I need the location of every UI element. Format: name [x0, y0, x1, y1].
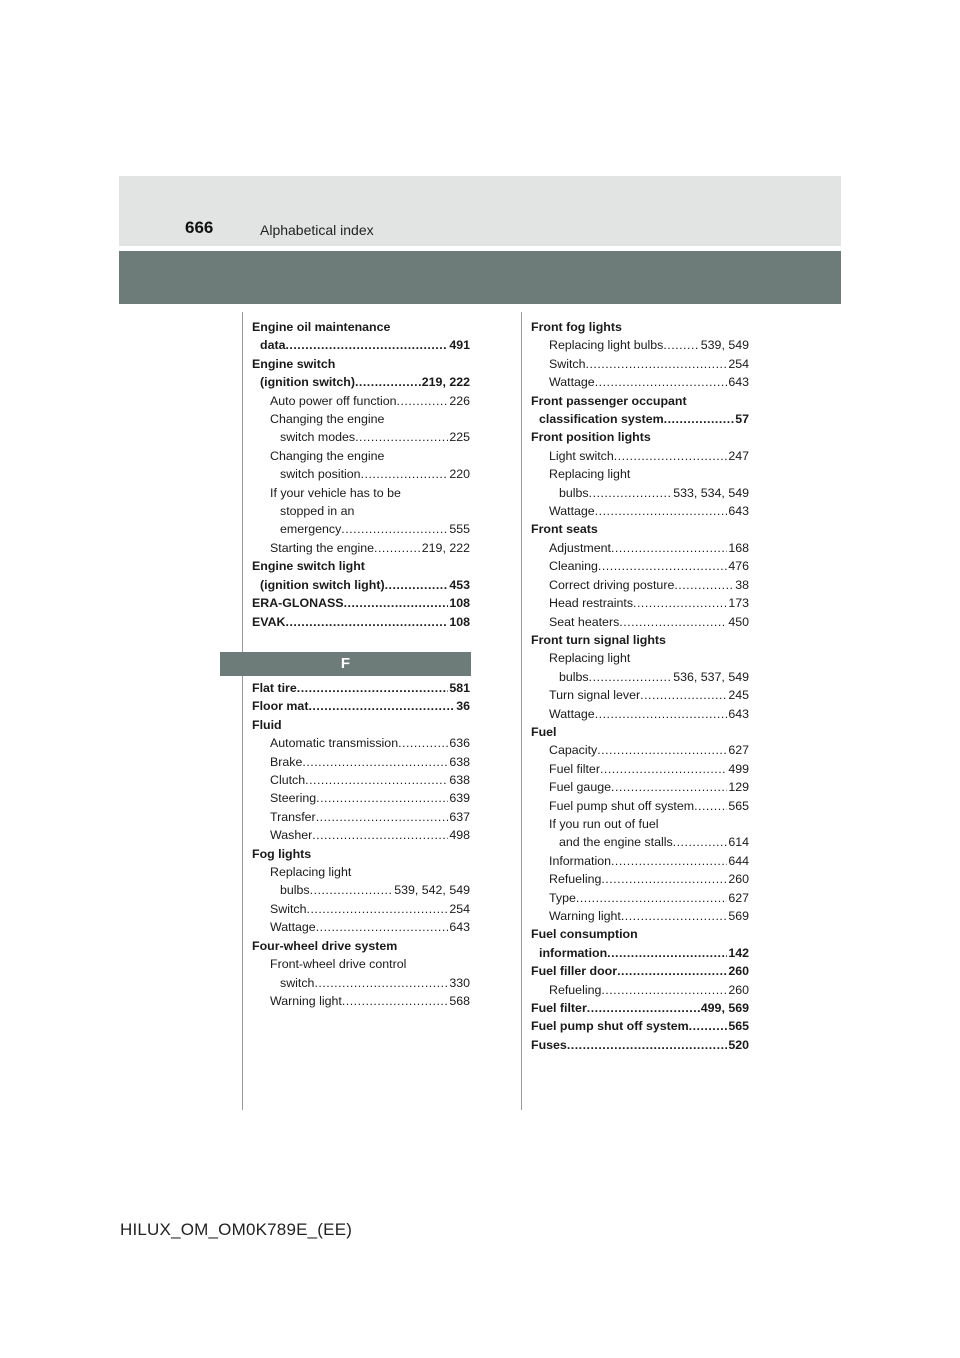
index-entry: [252, 428, 470, 446]
index-entry: [252, 557, 470, 575]
entry-page-ref: 644: [728, 853, 749, 868]
index-entry: [252, 318, 470, 336]
index-entry: [531, 318, 749, 336]
entry-page-ref: 453: [449, 577, 470, 592]
entry-text: Floor mat: [252, 699, 309, 714]
entry-text: Wattage: [270, 920, 316, 935]
dot-leader: [673, 833, 728, 851]
index-entry: [252, 484, 470, 502]
dot-leader: [600, 760, 727, 778]
dot-leader: [307, 900, 449, 918]
index-entry: [252, 992, 470, 1010]
entry-text: Automatic transmission: [270, 736, 399, 751]
dot-leader: [689, 1017, 728, 1035]
index-entry: [252, 679, 470, 697]
dot-leader: [597, 741, 727, 759]
index-entry: [252, 808, 470, 826]
entry-page-ref: 539, 549: [700, 338, 749, 353]
dot-leader: [595, 705, 728, 723]
dot-leader: [664, 410, 735, 428]
dot-leader: [587, 999, 700, 1017]
index-entry: [531, 999, 749, 1017]
index-entry: [252, 900, 470, 918]
index-entry: [531, 1017, 749, 1035]
index-entry: [531, 594, 749, 612]
index-entry: [252, 881, 470, 899]
entry-text: Engine oil maintenance: [252, 320, 391, 334]
entry-text: Head restraints: [549, 596, 634, 611]
entry-text: Fuel gauge: [549, 780, 612, 795]
entry-page-ref: 539, 542, 549: [394, 883, 470, 898]
dot-leader: [398, 734, 448, 752]
index-entry: [531, 889, 749, 907]
index-entry: [531, 631, 749, 649]
entry-text: Four-wheel drive system: [252, 938, 398, 953]
dot-leader: [342, 992, 448, 1010]
dot-leader: [341, 520, 448, 538]
index-entry: [531, 336, 749, 354]
entry-page-ref: 260: [728, 982, 749, 997]
dot-leader: [567, 1036, 728, 1054]
dot-leader: [297, 679, 449, 697]
index-entry: [252, 753, 470, 771]
dot-leader: [385, 576, 449, 594]
index-entry: [531, 447, 749, 465]
entry-text: Fuel filler door: [531, 964, 618, 979]
index-entry: [252, 974, 470, 992]
entry-page-ref: 220: [449, 467, 470, 482]
index-column-1-bottom: [252, 679, 470, 1010]
header-dark-band: [119, 251, 841, 304]
entry-text: Replacing light: [270, 865, 352, 880]
index-entry: [252, 410, 470, 428]
entry-page-ref: 245: [728, 688, 749, 703]
index-entry: [531, 428, 749, 446]
entry-text: Adjustment: [549, 540, 611, 555]
entry-text: Information: [549, 853, 611, 868]
entry-page-ref: 260: [728, 872, 749, 887]
index-entry: [531, 686, 749, 704]
entry-page-ref: 254: [728, 356, 749, 371]
index-entry: [252, 697, 470, 715]
index-entry: [531, 484, 749, 502]
entry-text: bulbs: [280, 883, 310, 898]
entry-text: Fuel filter: [549, 761, 600, 776]
entry-page-ref: 168: [728, 540, 749, 555]
entry-text: bulbs: [559, 669, 589, 684]
dot-leader: [314, 974, 448, 992]
entry-page-ref: 627: [728, 890, 749, 905]
index-entry: [252, 447, 470, 465]
entry-text: Changing the engine: [270, 448, 385, 463]
index-entry: [531, 944, 749, 962]
entry-page-ref: 581: [449, 681, 470, 695]
entry-text: Fuel pump shut off system: [531, 1019, 689, 1034]
entry-text: Replacing light bulbs: [549, 338, 664, 353]
section-header-f: F: [220, 652, 471, 676]
index-entry: [531, 613, 749, 631]
entry-page-ref: 173: [728, 596, 749, 611]
dot-leader: [576, 889, 727, 907]
index-entry: [531, 962, 749, 980]
dot-leader: [316, 789, 448, 807]
dot-leader: [601, 981, 727, 999]
entry-page-ref: 225: [449, 430, 470, 445]
entry-page-ref: 129: [728, 780, 749, 795]
dot-leader: [361, 465, 449, 483]
entry-text: Brake: [270, 754, 303, 769]
entry-text: Front fog lights: [531, 320, 622, 334]
entry-text: Wattage: [549, 375, 595, 390]
index-entry: [252, 336, 470, 354]
index-entry: [531, 557, 749, 575]
entry-page-ref: 627: [728, 743, 749, 758]
entry-text: Fuel consumption: [531, 927, 638, 942]
dot-leader: [694, 797, 727, 815]
entry-text: Fuel pump shut off system: [549, 798, 695, 813]
entry-text: Wattage: [549, 504, 595, 519]
entry-page-ref: 219, 222: [421, 375, 470, 390]
index-entry: [531, 355, 749, 373]
entry-page-ref: 219, 222: [421, 540, 470, 555]
entry-text: Transfer: [270, 809, 316, 824]
dot-leader: [305, 771, 448, 789]
dot-leader: [589, 668, 673, 686]
entry-text: Washer: [270, 828, 313, 843]
entry-text: Light switch: [549, 448, 614, 463]
dot-leader: [355, 428, 448, 446]
index-entry: [252, 771, 470, 789]
index-entry: [531, 373, 749, 391]
entry-text: Replacing light: [549, 651, 631, 666]
dot-leader: [633, 594, 727, 612]
dot-leader: [601, 870, 727, 888]
entry-page-ref: 568: [449, 993, 470, 1008]
dot-leader: [621, 907, 727, 925]
entry-text: Engine switch light: [252, 559, 365, 574]
index-entry: [252, 826, 470, 844]
entry-text: Refueling: [549, 982, 602, 997]
entry-page-ref: 108: [449, 596, 470, 611]
index-entry: [252, 716, 470, 734]
entry-text: Front passenger occupant: [531, 393, 687, 408]
entry-text: Front-wheel drive control: [270, 957, 407, 972]
dot-leader: [285, 336, 448, 354]
page-title: Alphabetical index: [260, 222, 374, 238]
entry-text: ERA-GLONASS: [252, 596, 344, 611]
index-column-1-top: [252, 318, 470, 631]
entry-page-ref: 643: [728, 375, 749, 390]
entry-text: Warning light: [549, 909, 621, 923]
entry-text: emergency: [280, 522, 342, 537]
entry-page-ref: 565: [728, 1019, 749, 1034]
entry-page-ref: 643: [728, 504, 749, 519]
index-entry: [531, 649, 749, 667]
entry-text: data: [260, 338, 286, 353]
entry-page-ref: 643: [728, 706, 749, 721]
entry-text: Front position lights: [531, 430, 651, 445]
entry-page-ref: 330: [449, 975, 470, 990]
dot-leader: [617, 962, 727, 980]
index-entry: [531, 815, 749, 833]
entry-page-ref: 226: [449, 393, 470, 408]
index-entry: [531, 465, 749, 483]
index-entry: [531, 520, 749, 538]
entry-page-ref: 555: [449, 522, 470, 537]
entry-text: Fog lights: [252, 846, 312, 861]
entry-page-ref: 520: [728, 1037, 749, 1052]
entry-page-ref: 638: [449, 773, 470, 788]
entry-page-ref: 57: [735, 412, 749, 427]
entry-text: Fuel: [531, 724, 557, 739]
dot-leader: [611, 539, 727, 557]
entry-text: classification system: [539, 412, 664, 427]
entry-page-ref: 638: [449, 754, 470, 769]
entry-page-ref: 499, 569: [700, 1001, 749, 1016]
entry-text: Fuses: [531, 1037, 567, 1052]
dot-leader: [302, 753, 448, 771]
entry-page-ref: 614: [728, 835, 749, 850]
entry-text: Flat tire: [252, 681, 297, 695]
dot-leader: [397, 392, 449, 410]
entry-page-ref: 260: [728, 964, 749, 979]
entry-text: Fuel filter: [531, 1001, 587, 1016]
entry-page-ref: 533, 534, 549: [673, 485, 749, 500]
entry-text: Correct driving posture: [549, 577, 675, 592]
index-entry: [252, 576, 470, 594]
index-entry: [252, 392, 470, 410]
dot-leader: [316, 808, 449, 826]
dot-leader: [674, 576, 734, 594]
index-entry: [531, 723, 749, 741]
index-entry: [531, 925, 749, 943]
index-entry: [252, 502, 470, 520]
dot-leader: [611, 852, 727, 870]
entry-text: If your vehicle has to be: [270, 485, 401, 500]
entry-text: Steering: [270, 791, 317, 806]
entry-page-ref: 108: [449, 614, 470, 629]
entry-text: Starting the engine: [270, 540, 375, 555]
entry-text: Cleaning: [549, 559, 598, 574]
index-column-2: [531, 318, 749, 1054]
index-entry: [531, 778, 749, 796]
entry-text: Switch: [549, 356, 586, 371]
dot-leader: [663, 336, 699, 354]
index-entry: [252, 355, 470, 373]
entry-page-ref: 639: [449, 791, 470, 806]
entry-page-ref: 36: [456, 699, 470, 714]
entry-page-ref: 142: [728, 945, 749, 960]
entry-page-ref: 491: [449, 338, 470, 353]
entry-text: EVAK: [252, 614, 286, 629]
index-entry: [252, 789, 470, 807]
header-band: [119, 176, 841, 246]
index-entry: [531, 870, 749, 888]
index-entry: [252, 373, 470, 391]
index-entry: [252, 594, 470, 612]
entry-page-ref: 450: [728, 614, 749, 629]
entry-text: Type: [549, 890, 576, 905]
entry-page-ref: 498: [449, 828, 470, 843]
index-entry: [531, 1036, 749, 1054]
entry-page-ref: 637: [449, 809, 470, 824]
entry-text: Front turn signal lights: [531, 632, 666, 647]
index-entry: [252, 863, 470, 881]
index-entry: [252, 734, 470, 752]
index-entry: [531, 410, 749, 428]
dot-leader: [595, 373, 728, 391]
entry-text: Seat heaters: [549, 614, 620, 629]
entry-page-ref: 38: [735, 577, 749, 592]
dot-leader: [344, 594, 449, 612]
index-entry: [531, 539, 749, 557]
entry-text: Auto power off function: [270, 393, 397, 408]
entry-text: switch: [280, 975, 315, 990]
dot-leader: [586, 355, 728, 373]
entry-page-ref: 247: [728, 448, 749, 463]
entry-text: (ignition switch light): [260, 577, 385, 592]
dot-leader: [286, 613, 449, 631]
index-entry: [252, 613, 470, 631]
entry-page-ref: 476: [728, 559, 749, 574]
index-entry: [531, 576, 749, 594]
entry-text: information: [539, 945, 608, 960]
index-entry: [252, 465, 470, 483]
entry-page-ref: 636: [449, 736, 470, 751]
entry-text: Wattage: [549, 706, 595, 721]
entry-text: Replacing light: [549, 467, 631, 482]
index-entry: [531, 907, 749, 925]
index-entry: [252, 955, 470, 973]
dot-leader: [619, 613, 727, 631]
index-entry: [252, 539, 470, 557]
entry-page-ref: 499: [728, 761, 749, 776]
dot-leader: [308, 697, 455, 715]
index-entry: [252, 937, 470, 955]
column-divider-left: [242, 312, 243, 1110]
index-entry: [531, 797, 749, 815]
column-divider-middle: [521, 312, 522, 1110]
entry-text: bulbs: [559, 485, 589, 500]
entry-page-ref: 643: [449, 920, 470, 935]
dot-leader: [316, 918, 449, 936]
dot-leader: [614, 447, 728, 465]
index-entry: [531, 502, 749, 520]
index-entry: [252, 845, 470, 863]
entry-text: Refueling: [549, 872, 602, 887]
entry-text: Front seats: [531, 522, 598, 537]
dot-leader: [640, 686, 727, 704]
dot-leader: [312, 826, 448, 844]
index-entry: [531, 668, 749, 686]
entry-text: Warning light: [270, 993, 342, 1008]
dot-leader: [589, 484, 673, 502]
index-entry: [531, 392, 749, 410]
dot-leader: [611, 778, 727, 796]
entry-page-ref: 536, 537, 549: [673, 669, 749, 684]
entry-page-ref: 254: [449, 901, 470, 916]
index-entry: [531, 833, 749, 851]
entry-text: stopped in an: [280, 504, 355, 519]
entry-page-ref: 569: [728, 909, 749, 923]
index-entry: [531, 981, 749, 999]
dot-leader: [598, 557, 727, 575]
entry-text: Capacity: [549, 743, 598, 758]
entry-text: Engine switch: [252, 356, 336, 371]
entry-text: Fluid: [252, 717, 282, 732]
entry-text: Switch: [270, 901, 307, 916]
entry-text: Changing the engine: [270, 412, 385, 427]
entry-page-ref: 565: [728, 798, 749, 813]
entry-text: Turn signal lever: [549, 688, 641, 703]
index-entry: [252, 918, 470, 936]
page-number: 666: [185, 218, 214, 237]
dot-leader: [595, 502, 728, 520]
entry-text: switch position: [280, 467, 361, 482]
index-entry: [531, 852, 749, 870]
entry-text: If you run out of fuel: [549, 816, 659, 831]
dot-leader: [355, 373, 421, 391]
index-entry: [252, 520, 470, 538]
dot-leader: [607, 944, 727, 962]
entry-text: (ignition switch): [260, 375, 355, 390]
entry-text: and the engine stalls: [559, 835, 673, 850]
entry-text: Clutch: [270, 773, 306, 788]
index-entry: [531, 760, 749, 778]
dot-leader: [310, 881, 394, 899]
dot-leader: [374, 539, 421, 557]
document-footer-code: HILUX_OM_OM0K789E_(EE): [120, 1220, 353, 1239]
index-entry: [531, 741, 749, 759]
index-entry: [531, 705, 749, 723]
entry-text: switch modes: [280, 430, 356, 445]
